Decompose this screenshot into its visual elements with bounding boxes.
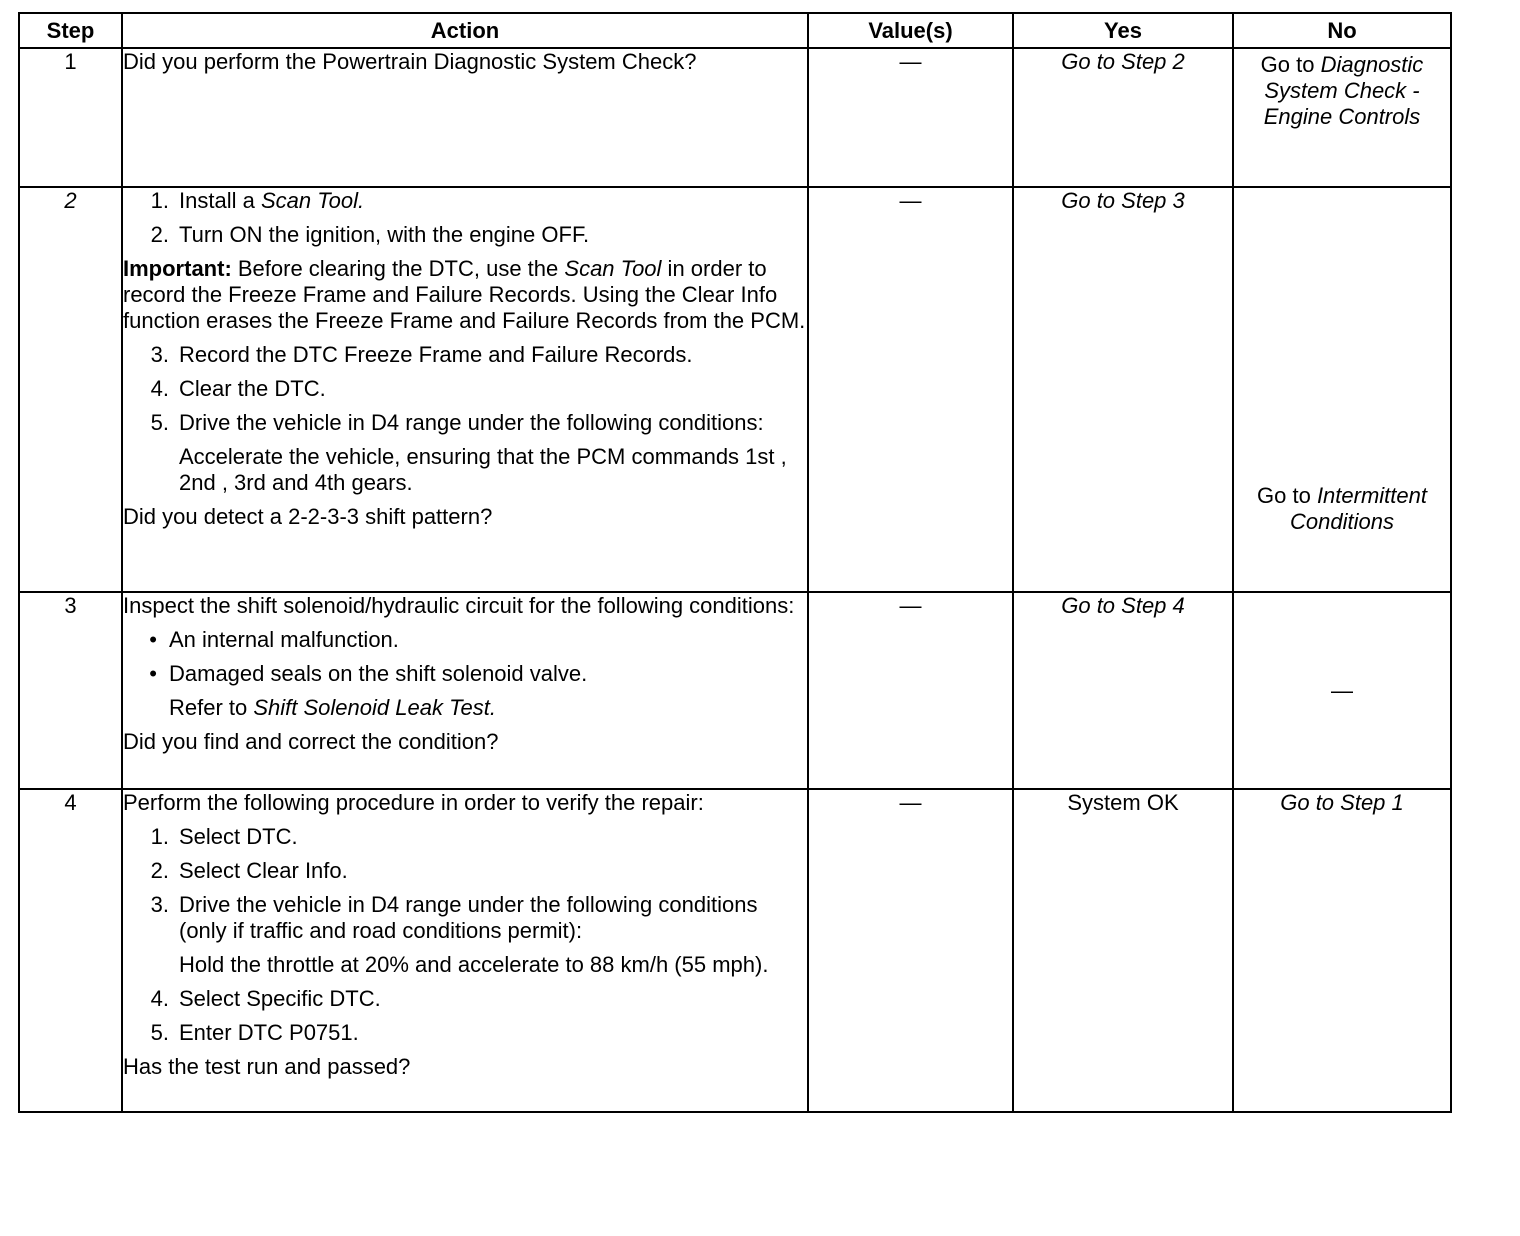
- list-item: [123, 661, 807, 687]
- item-text: Drive the vehicle in D4 range under the following conditions:: [179, 410, 764, 435]
- yes-link[interactable]: Go to Step 3: [1061, 188, 1185, 213]
- sub-item: Accelerate the vehicle, ensuring that the PCM commands 1st , 2nd , 3rd and 4th gears.: [179, 444, 787, 495]
- item-text: Select Clear Info.: [179, 858, 348, 883]
- item-text: Damaged seals on the shift solenoid valve.: [169, 661, 588, 686]
- action-question: Did you find and correct the condition?: [123, 729, 499, 754]
- list-item: [123, 342, 807, 368]
- value-dash: —: [899, 593, 922, 618]
- list-item: [123, 376, 807, 402]
- bullet-marker: •: [149, 661, 157, 686]
- header-action: Action: [122, 13, 808, 48]
- value-cell: [808, 789, 1013, 1112]
- header-row: [19, 13, 1451, 48]
- yes-link[interactable]: Go to Step 4: [1061, 593, 1185, 618]
- no-cell: [1233, 789, 1451, 1112]
- action-question: Did you detect a 2-2-3-3 shift pattern?: [123, 504, 493, 529]
- item-number: 2.: [150, 858, 169, 883]
- no-link[interactable]: Diagnostic System Check - Engine Controls: [1263, 52, 1424, 129]
- item-text: Record the DTC Freeze Frame and Failure Records.: [179, 342, 693, 367]
- no-prefix: Go to: [1260, 52, 1321, 77]
- header-no: No: [1233, 13, 1451, 48]
- action-intro: Inspect the shift solenoid/hydraulic circuit for the following conditions:: [123, 593, 795, 618]
- header-yes: Yes: [1013, 13, 1233, 48]
- item-text: Clear the DTC.: [179, 376, 326, 401]
- refer-link[interactable]: Shift Solenoid Leak Test.: [253, 695, 496, 720]
- value-dash: —: [899, 188, 922, 213]
- yes-cell: [1013, 592, 1233, 789]
- step-number: 3: [19, 592, 122, 789]
- important-text-post: in order to record the Freeze Frame and Failure Records. Using the Clear Info function erases the Freeze Frame and Failure Records from the PCM.: [123, 256, 806, 333]
- action-cell: [122, 592, 808, 789]
- value-dash: —: [899, 790, 922, 815]
- list-item: [123, 410, 807, 436]
- bullet-marker: •: [149, 627, 157, 652]
- list-item: [123, 858, 807, 884]
- table-row: [19, 592, 1451, 789]
- yes-cell: [1013, 187, 1233, 592]
- no-cell: [1233, 592, 1451, 789]
- list-item: [123, 824, 807, 850]
- refer-text: Refer to: [169, 695, 254, 720]
- action-question: Did you perform the Powertrain Diagnostic System Check?: [123, 49, 697, 74]
- item-text: [179, 188, 807, 214]
- action-cell: [122, 48, 808, 187]
- step-number: 4: [19, 789, 122, 1112]
- value-cell: [808, 187, 1013, 592]
- important-note: [123, 256, 807, 334]
- item-number: 3.: [150, 342, 169, 367]
- header-values: Value(s): [808, 13, 1013, 48]
- yes-link[interactable]: Go to Step 2: [1061, 49, 1185, 74]
- value-cell: [808, 592, 1013, 789]
- no-cell: [1233, 48, 1451, 187]
- item-text: Enter DTC P0751.: [179, 1020, 359, 1045]
- item-number: 5.: [150, 1020, 169, 1045]
- no-cell: [1233, 187, 1451, 592]
- yes-result: System OK: [1067, 790, 1179, 815]
- table-row: [19, 789, 1451, 1112]
- item-text: Turn ON the ignition, with the engine OFF.: [179, 222, 590, 247]
- no-dash: —: [1331, 677, 1353, 703]
- item-number: 4.: [150, 376, 169, 401]
- item-number: 5.: [150, 410, 169, 435]
- list-item: [123, 222, 807, 248]
- no-action: [1234, 49, 1450, 130]
- important-text: Before clearing the DTC, use the: [231, 256, 565, 281]
- no-link[interactable]: Go to Step 1: [1280, 790, 1404, 815]
- no-link[interactable]: Intermittent Conditions: [1290, 483, 1427, 534]
- item-number: 2.: [150, 222, 169, 247]
- list-item: [123, 892, 807, 944]
- value-cell: [808, 48, 1013, 187]
- action-intro: Perform the following procedure in order to verify the repair:: [123, 790, 704, 815]
- item-text: An internal malfunction.: [169, 627, 399, 652]
- diagnostic-table: [18, 12, 1452, 1113]
- list-item: [123, 188, 807, 214]
- list-item: [123, 1020, 807, 1046]
- sub-item: Hold the throttle at 20% and accelerate to 88 km/h (55 mph).: [179, 952, 769, 977]
- list-item: [123, 986, 807, 1012]
- item-number: 1.: [150, 188, 169, 213]
- important-label: Important:: [123, 256, 232, 281]
- item-text-plain: Install a: [179, 188, 261, 213]
- yes-cell: [1013, 48, 1233, 187]
- no-action: [1234, 480, 1450, 591]
- item-text: Select Specific DTC.: [179, 986, 381, 1011]
- list-item: [123, 627, 807, 653]
- step-number: 2: [19, 187, 122, 592]
- item-text: Select DTC.: [179, 824, 298, 849]
- item-number: 3.: [150, 892, 169, 917]
- step-number: 1: [19, 48, 122, 187]
- value-dash: —: [899, 49, 922, 74]
- item-text-italic: Scan Tool.: [260, 188, 365, 213]
- item-number: 4.: [150, 986, 169, 1011]
- table-row: [19, 48, 1451, 187]
- header-step: Step: [19, 13, 122, 48]
- table-row: [19, 187, 1451, 592]
- action-cell: [122, 187, 808, 592]
- action-cell: [122, 789, 808, 1112]
- item-text: Drive the vehicle in D4 range under the following conditions (only if traffic and road conditions permit):: [179, 892, 758, 943]
- item-number: 1.: [150, 824, 169, 849]
- no-prefix: Go to: [1257, 483, 1317, 508]
- action-question: Has the test run and passed?: [123, 1054, 411, 1079]
- yes-cell: [1013, 789, 1233, 1112]
- refer-note: [169, 695, 807, 721]
- important-italic: Scan Tool: [564, 256, 662, 281]
